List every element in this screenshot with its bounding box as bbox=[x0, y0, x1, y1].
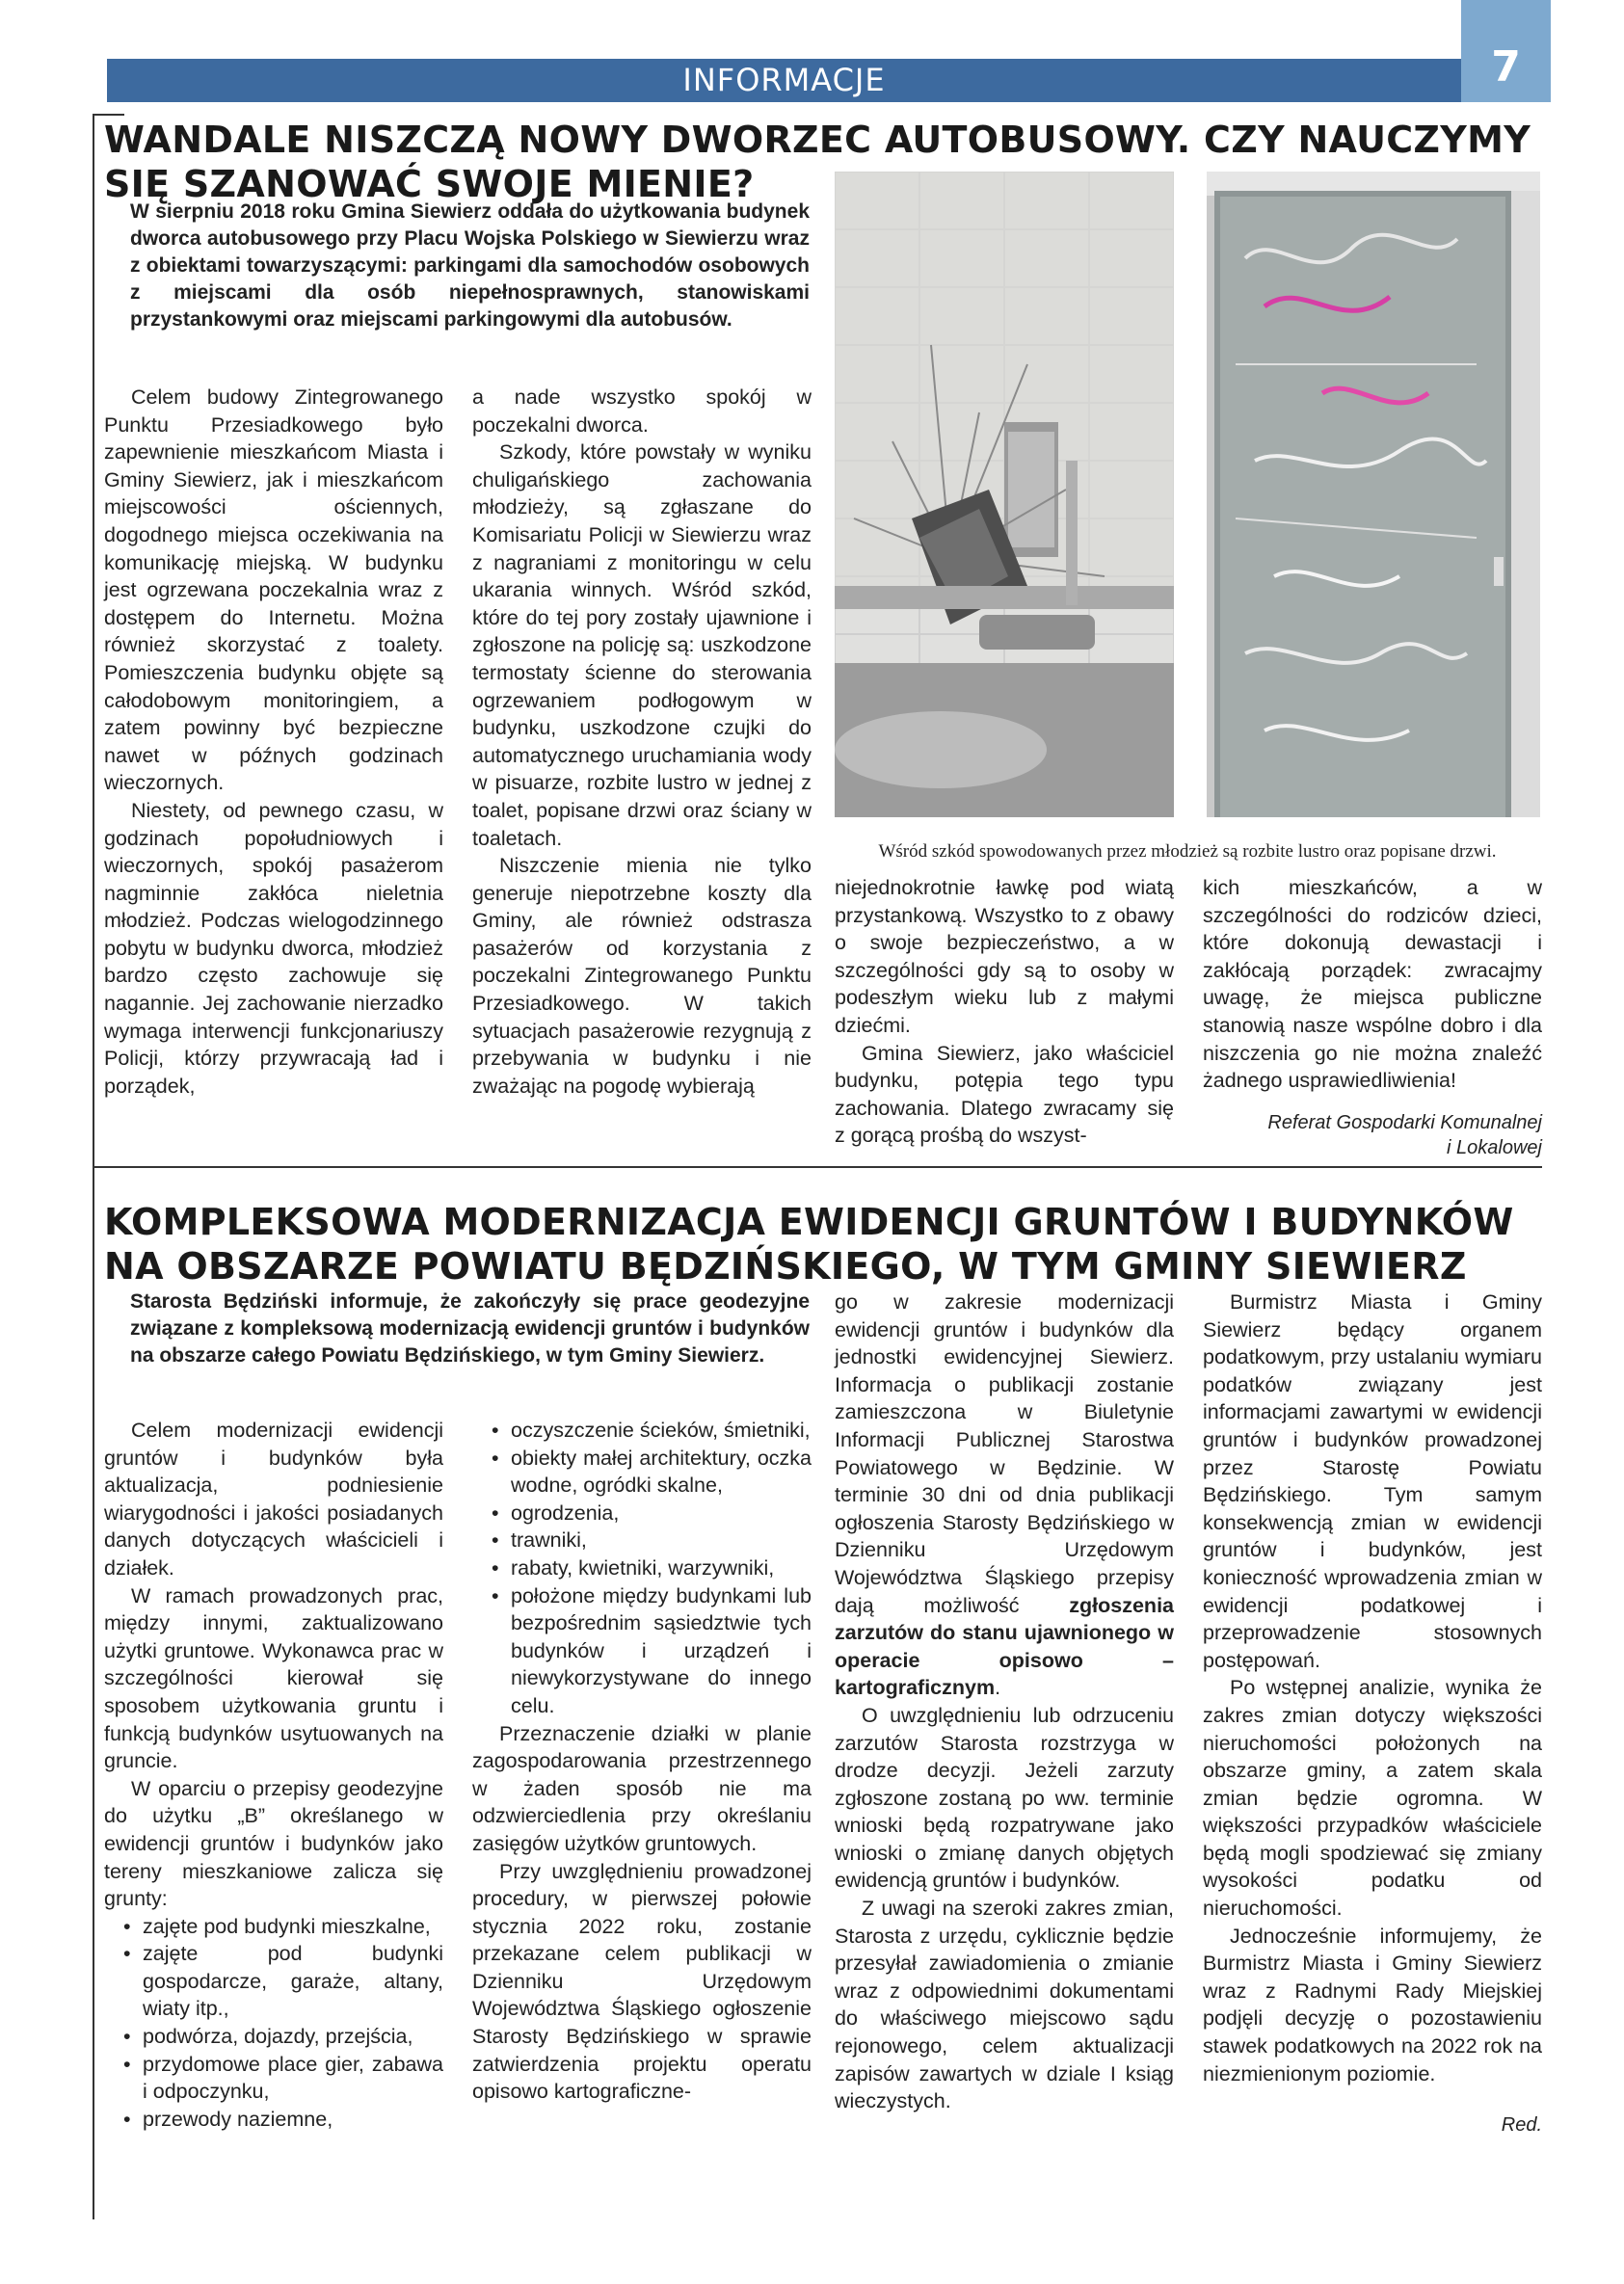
left-rule-bottom bbox=[93, 1166, 94, 2219]
graffiti-door-image bbox=[1207, 172, 1540, 817]
paragraph-text: go w zakresie modernizacji ewidencji gruntów i budynków dla jednostki ewidencyjnej Siewierz. Informacja o publikacji zostanie zamieszczona w Biuletynie Informacji Publicznej Starostwa Powiatowego w Będzinie. W terminie 30 dni od dnia publikacji ogłoszenia Starosty Będzińskiego w Dzienniku Urzędowym Województwa Śląskiego przepisy dają możliwość bbox=[835, 1290, 1174, 1617]
article-2-column-2 bbox=[472, 1417, 812, 2106]
section-header: INFORMACJE bbox=[107, 59, 1461, 102]
paragraph: Szkody, które powstały w wyniku chuligańskiego zachowania młodzieży, są zgłaszane do Komisariatu Policji w Siewierzu wraz z nagraniami z monitoringu w celu ukarania winnych. Wśród szkód, które do tej pory zostały ujawnione i zgłoszone na policję są: uszkodzone termostaty ścienne do sterowania ogrzewaniem podłogowym w budynku, uszkodzone czujki do automatycznego uruchamiania wody w pisuarze, rozbite lustro w jednej z toalet, popisane drzwi oraz ściany w toaletach. bbox=[472, 440, 812, 850]
article-1-lead: W sierpniu 2018 roku Gmina Siewierz oddała do użytkowania budynek dworca autobusowego przy Placu Wojska Polskiego w Siewierzu wraz z obiektami towarzyszącymi: parkingami dla samochodów osobowych z miejscami dla osób niepełnosprawnych, stanowiskami przystankowymi oraz miejscami parkingowymi dla autobusów. bbox=[130, 200, 810, 331]
paragraph: W oparciu o przepisy geodezyjne do użytku „B” określanego w ewidencji gruntów i budynków jako tereny mieszkaniowe zalicza się grunty: bbox=[104, 1776, 443, 1911]
paragraph: W ramach prowadzonych prac, między innymi, zaktualizowano użytki gruntowe. Wykonawca prac w szczególności kierował się sposobem użytkowania gruntu i funkcją budynków usytuowanych na gruncie. bbox=[104, 1583, 443, 1773]
paragraph: niejednokrotnie ławkę pod wiatą przystankową. Wszystko to z obawy o swoje bezpieczeństwo, a w szczególności gdy są to osoby w podeszłym wieku lub z małymi dziećmi. bbox=[835, 876, 1174, 1037]
paragraph: Celem budowy Zintegrowanego Punktu Przesiadkowego było zapewnienie mieszkańcom Miasta i Gminy Siewierz, jak i mieszkańcom miejscowości ościennych, dogodnego miejsca oczekiwania na komunikację miejską. W budynku jest ogrzewana poczekalnia wraz z dostępem do Internetu. Można również skorzystać z toalety. Pomieszczenia budynku objęte są całodobowym monitoringiem, a zatem powinny być bezpieczne nawet w późnych godzinach wieczornych. bbox=[104, 385, 443, 795]
paragraph: O uwzględnieniu lub odrzuceniu zarzutów Starosta rozstrzyga w drodze decyzji. Jeżeli zarzuty zgłoszone zostaną po ww. terminie wnioski będą rozpatrywane jako wnioski o zmianę danych objętych ewidencją gruntów i budynków. bbox=[835, 1703, 1174, 1893]
article-1-column-4 bbox=[1203, 874, 1542, 1160]
article-2-column-4 bbox=[1203, 1288, 1542, 2138]
broken-mirror-photo bbox=[835, 172, 1174, 817]
signature: Red. bbox=[1501, 2114, 1542, 2137]
signature-line-2: i Lokalowej bbox=[1447, 1136, 1542, 1158]
page-number: 7 bbox=[1461, 0, 1551, 102]
list-item: • podwórza, dojazdy, przejścia, bbox=[123, 2023, 443, 2051]
article-2-title bbox=[104, 1200, 1540, 1288]
article-2-lead: Starosta Będziński informuje, że zakończyły się prace geodezyjne związane z kompleksową modernizacją ewidencji gruntów i budynków na obszarze całego Powiatu Będzińskiego, w tym Gminy Siewierz. bbox=[130, 1290, 810, 1367]
list-item: • trawniki, bbox=[492, 1527, 812, 1554]
paragraph: Niestety, od pewnego czasu, w godzinach popołudniowych i wieczornych, spokój pasażerom nagminnie zakłóca nieletnia młodzież. Podczas wielogodzinnego pobytu w budynku dworca, młodzież bardzo często zachowuje się nagannie. Jej zachowanie nierzadko wymaga interwencji funkcjonariuszy Policji, którzy przywracają ład i porządek, bbox=[104, 798, 443, 1098]
paragraph: Po wstępnej analizie, wynika że zakres zmian dotyczy większości nieruchomości położonych na obszarze gminy, a zatem skala zmian będzie ogromna. W większości przypadków właściciele będą mogli spodziewać się zmiany wysokości podatku od nieruchomości. bbox=[1203, 1676, 1542, 1921]
paragraph: Przy uwzględnieniu prowadzonej procedury, w pierwszej połowie stycznia 2022 roku, zostanie przekazane celem publikacji w Dzienniku Urzędowym Województwa Śląskiego ogłoszenie Starosty Będzińskiego w sprawie zatwierdzenia projektu operatu opisowo kartograficzne- bbox=[472, 1859, 812, 2104]
list-item: • przydomowe place gier, zabawa i odpoczynku, bbox=[123, 2051, 443, 2106]
paragraph: Gmina Siewierz, jako właściciel budynku, potępia tego typu zachowania. Dlatego zwracamy się z gorącą prośbą do wszyst- bbox=[835, 1041, 1174, 1148]
paragraph-end: . bbox=[995, 1676, 1001, 1700]
paragraph bbox=[835, 1288, 1174, 1702]
land-use-list-cont bbox=[472, 1417, 812, 1720]
photo-caption: Wśród szkód spowodowanych przez młodzież są rozbite lustro oraz popisane drzwi. bbox=[878, 841, 1497, 862]
list-item-continued: • oczyszczenie ścieków, śmietniki, bbox=[492, 1417, 812, 1445]
list-item: • przewody naziemne, bbox=[123, 2106, 443, 2134]
list-item: • ogrodzenia, bbox=[492, 1500, 812, 1527]
signature-line-1: Referat Gospodarki Komunalnej bbox=[1267, 1111, 1542, 1133]
paragraph: kich mieszkańców, a w szczególności do rodziców dzieci, które dokonują dewastacji i zakłócają porządek: zwracajmy uwagę, że miejsca publiczne stanowią nasze wspólne dobro i dla niszczenia go nie można znaleźć żadnego usprawiedliwienia! bbox=[1203, 876, 1542, 1093]
top-rule bbox=[93, 114, 124, 116]
article-1-column-3 bbox=[835, 874, 1174, 1150]
article-divider bbox=[93, 1166, 1542, 1168]
broken-mirror-image bbox=[835, 172, 1174, 817]
left-rule-top bbox=[93, 114, 94, 1166]
paragraph: Z uwagi na szeroki zakres zmian, Starosta z urzędu, cyklicznie będzie przesyłał zawiadomienia o zmianie wraz z odpowiednimi dokumentami do właściwego miejscowo sądu rejonowego, celem aktualizacji zapisów zawartych w dziale I ksiąg wieczystych. bbox=[835, 1897, 1174, 2113]
article-2-column-1 bbox=[104, 1417, 443, 2133]
list-item: • zajęte pod budynki gospodarcze, garaże, altany, wiaty itp., bbox=[123, 1940, 443, 2023]
article-1-headline: WANDALE NISZCZĄ NOWY DWORZEC AUTOBUSOWY. CZY NAUCZYMY SIĘ SZANOWAĆ SWOJE MIENIE? bbox=[104, 119, 1531, 205]
list-item: • rabaty, kwietniki, warzywniki, bbox=[492, 1554, 812, 1582]
paragraph-bold: zgłoszenia zarzutów do stanu ujawnionego w operacie opisowo – kartograficznym bbox=[835, 1593, 1174, 1700]
land-use-list bbox=[104, 1913, 443, 2134]
paragraph: Niszczenie mienia nie tylko generuje niepotrzebne koszty dla Gminy, ale również odstrasza pasażerów od korzystania z poczekalni Zintegrowanego Punktu Przesiadkowego. W takich sytuacjach pasażerowie rezygnują z przebywania w budynku i nie zważając na pogodę wybierają bbox=[472, 854, 812, 1098]
list-item: • zajęte pod budynki mieszkalne, bbox=[123, 1913, 443, 1941]
article-1-column-2 bbox=[472, 384, 812, 1100]
graffiti-door-photo bbox=[1207, 172, 1540, 817]
paragraph: Przeznaczenie działki w planie zagospodarowania przestrzennego w żaden sposób nie ma odzwierciedlenia przy określaniu zasięgów użytków gruntowych. bbox=[472, 1721, 812, 1855]
list-item: • obiekty małej architektury, oczka wodne, ogródki skalne, bbox=[492, 1445, 812, 1500]
paragraph: Burmistrz Miasta i Gminy Siewierz będący organem podatkowym, przy ustalaniu wymiaru podatków związany jest informacjami zawartymi w ewidencji gruntów i budynków prowadzonej przez Starostę Powiatu Będzińskiego. Tym samym konsekwencją zmian w ewidencji gruntów i budynków, jest konieczność wprowadzenia zmian w ewidencji podatkowej i przeprowadzenie stosownych postępowań. bbox=[1203, 1290, 1542, 1672]
article-2-headline: KOMPLEKSOWA MODERNIZACJA EWIDENCJI GRUNTÓW I BUDYNKÓW NA OBSZARZE POWIATU BĘDZIŃSKIEGO, W TYM GMINY SIEWIERZ bbox=[104, 1201, 1514, 1288]
paragraph: Jednocześnie informujemy, że Burmistrz Miasta i Gminy Siewierz wraz z Radnymi Rady Miejskiej podjęli decyzję o pozostawieniu stawek podatkowych na 2022 rok na niezmienionym poziomie. bbox=[1203, 1924, 1542, 2085]
list-item: • położone między budynkami lub bezpośrednim sąsiedztwie tych budynków i urządzeń i niewykorzystywane do innego celu. bbox=[492, 1582, 812, 1720]
article-1-column-1 bbox=[104, 384, 443, 1100]
paragraph: a nade wszystko spokój w poczekalni dworca. bbox=[472, 385, 812, 437]
paragraph: Celem modernizacji ewidencji gruntów i budynków była aktualizacja, podniesienie wiarygodności i jakości posiadanych danych dotyczących właścicieli i działek. bbox=[104, 1419, 443, 1580]
article-2-column-3 bbox=[835, 1288, 1174, 2115]
